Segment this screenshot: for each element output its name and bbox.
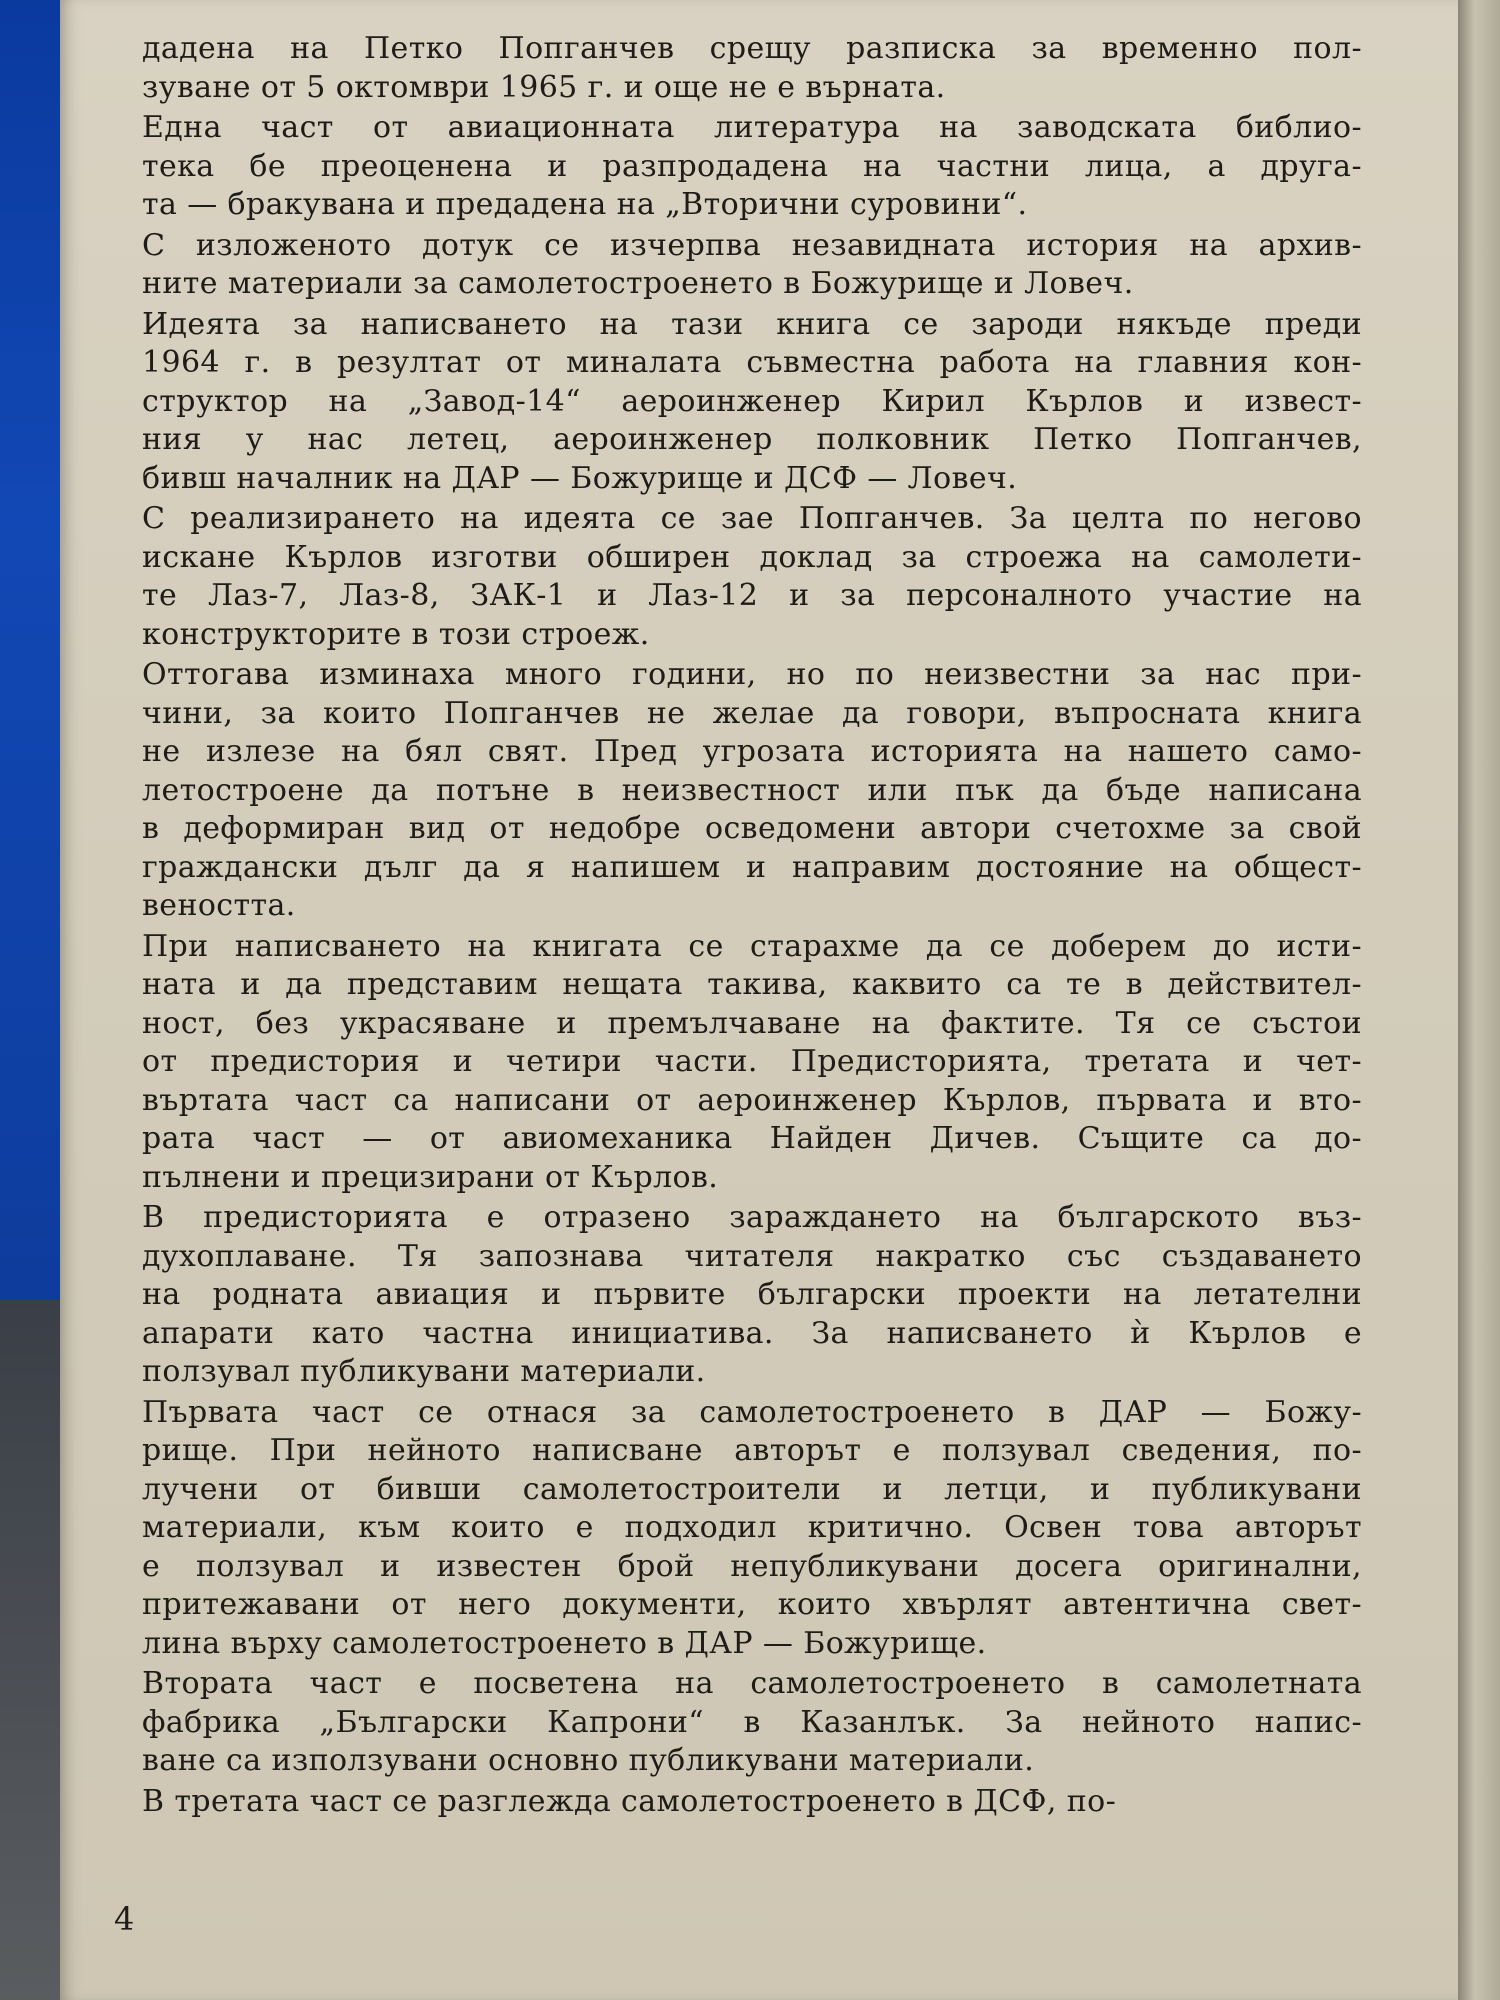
text-line: от предистория и четири части. Предисторията, третата и чет-	[142, 1044, 1362, 1079]
text-line: При написването на книгата се старахме да се доберем до исти-	[142, 928, 1362, 964]
text-line: притежавани от него документи, които хвърлят автентична свет-	[142, 1587, 1362, 1622]
paragraph	[142, 227, 1362, 304]
paragraph	[142, 1394, 1362, 1664]
text-line: чини, за които Попганчев не желае да говори, въпросната книга	[142, 695, 1362, 731]
page-text	[142, 30, 1362, 1823]
text-line: С реализирането на идеята се зае Попганчев. За целта по негово	[142, 501, 1362, 536]
text-line: конструкторите в този строеж.	[142, 616, 650, 652]
text-line: Втората част е посветена на самолетостроенето в самолетната	[142, 1666, 1362, 1701]
text-line: фабрика „Български Капрони“ в Казанлък. За нейното напис-	[142, 1704, 1362, 1740]
text-line: рата част — от авиомеханика Найден Дичев. Същите са до-	[142, 1121, 1362, 1156]
text-line: апарати като частна инициатива. За написването ѝ Кърлов е	[142, 1315, 1362, 1351]
text-line: Една част от авиационната литература на заводската библио-	[142, 110, 1362, 145]
text-line: ните материали за самолетостроенето в Божурище и Ловеч.	[142, 266, 1134, 301]
paragraph	[142, 1783, 1362, 1822]
paragraph	[142, 1199, 1362, 1392]
paragraph	[142, 928, 1362, 1198]
paragraph	[142, 1665, 1362, 1781]
text-line: Първата част се отнася за самолетостроенето в ДАР — Божу-	[142, 1394, 1362, 1430]
text-line: С изложеното дотук се изчерпва незавидната история на архив-	[142, 227, 1362, 263]
text-line: лина върху самолетостроенето в ДАР — Божурище.	[142, 1625, 987, 1661]
text-line: духоплаване. Тя запознава читателя накратко със създаването	[142, 1238, 1362, 1274]
next-page-edge	[1458, 0, 1500, 2000]
text-line: въртата част са написани от аероинженер Кърлов, първата и вто-	[142, 1082, 1362, 1118]
text-line: та — бракувана и предадена на „Вторични суровини“.	[142, 187, 1028, 222]
text-line: те Лаз-7, Лаз-8, ЗАК-1 и Лаз-12 и за персоналното участие на	[142, 578, 1362, 613]
text-line: ния у нас летец, аероинженер полковник Петко Попганчев,	[142, 422, 1362, 457]
text-line: в деформиран вид от недобре осведомени автори счетохме за свой	[142, 811, 1362, 846]
text-line: ната и да представим нещата такива, каквито са те в действител-	[142, 967, 1362, 1002]
text-line: структор на „Завод-14“ аероинженер Кирил Кърлов и извест-	[142, 383, 1362, 419]
text-line: на родната авиация и първите български проекти на летателни	[142, 1277, 1362, 1312]
text-line: В предисторията е отразено зараждането на българското въз-	[142, 1200, 1362, 1235]
text-line: рище. При нейното написване авторът е ползувал сведения, по-	[142, 1433, 1362, 1468]
text-line: веността.	[142, 888, 296, 923]
text-line: ване са използувани основно публикувани материали.	[142, 1743, 1035, 1778]
paragraph	[142, 30, 1362, 107]
text-line: бивш началник на ДАР — Божурище и ДСФ — Ловеч.	[142, 460, 1018, 496]
text-line: материали, към които е подходил критично. Освен това авторът	[142, 1510, 1362, 1545]
text-line: лучени от бивши самолетостроители и летци, и публикувани	[142, 1471, 1362, 1507]
text-line: дадена на Петко Попганчев срещу разписка за временно пол-	[142, 31, 1362, 66]
paragraph	[142, 306, 1362, 499]
text-line: пълнени и прецизирани от Кърлов.	[142, 1159, 719, 1195]
text-line: тека бе преоценена и разпродадена на частни лица, а друга-	[142, 148, 1362, 184]
text-line: Идеята за написването на тази книга се зароди някъде преди	[142, 306, 1362, 342]
text-line: зуване от 5 октомври 1965 г. и още не е върната.	[142, 69, 946, 105]
text-line: В третата част се разглежда самолетостроенето в ДСФ, по-	[142, 1783, 1117, 1819]
text-line: ност, без украсяване и премълчаване на фактите. Тя се състои	[142, 1005, 1362, 1041]
text-line: е ползувал и известен брой непубликувани досега оригинални,	[142, 1548, 1362, 1584]
paragraph	[142, 109, 1362, 225]
paragraph	[142, 500, 1362, 654]
text-line: 1964 г. в резултат от миналата съвместна работа на главния кон-	[142, 345, 1362, 380]
text-line: летостроене да потъне в неизвестност или пък да бъде написана	[142, 772, 1362, 808]
text-line: ползувал публикувани материали.	[142, 1354, 706, 1389]
text-line: Оттогава изминаха много години, но по неизвестни за нас при-	[142, 657, 1362, 692]
book-page	[60, 0, 1460, 2000]
text-line: искане Кърлов изготви обширен доклад за строежа на самолети-	[142, 539, 1362, 575]
page-number: 4	[114, 1900, 135, 1938]
paragraph	[142, 656, 1362, 926]
text-line: не излезе на бял свят. Пред угрозата историята на нашето само-	[142, 734, 1362, 769]
text-line: граждански дълг да я напишем и направим достояние на общест-	[142, 849, 1362, 885]
